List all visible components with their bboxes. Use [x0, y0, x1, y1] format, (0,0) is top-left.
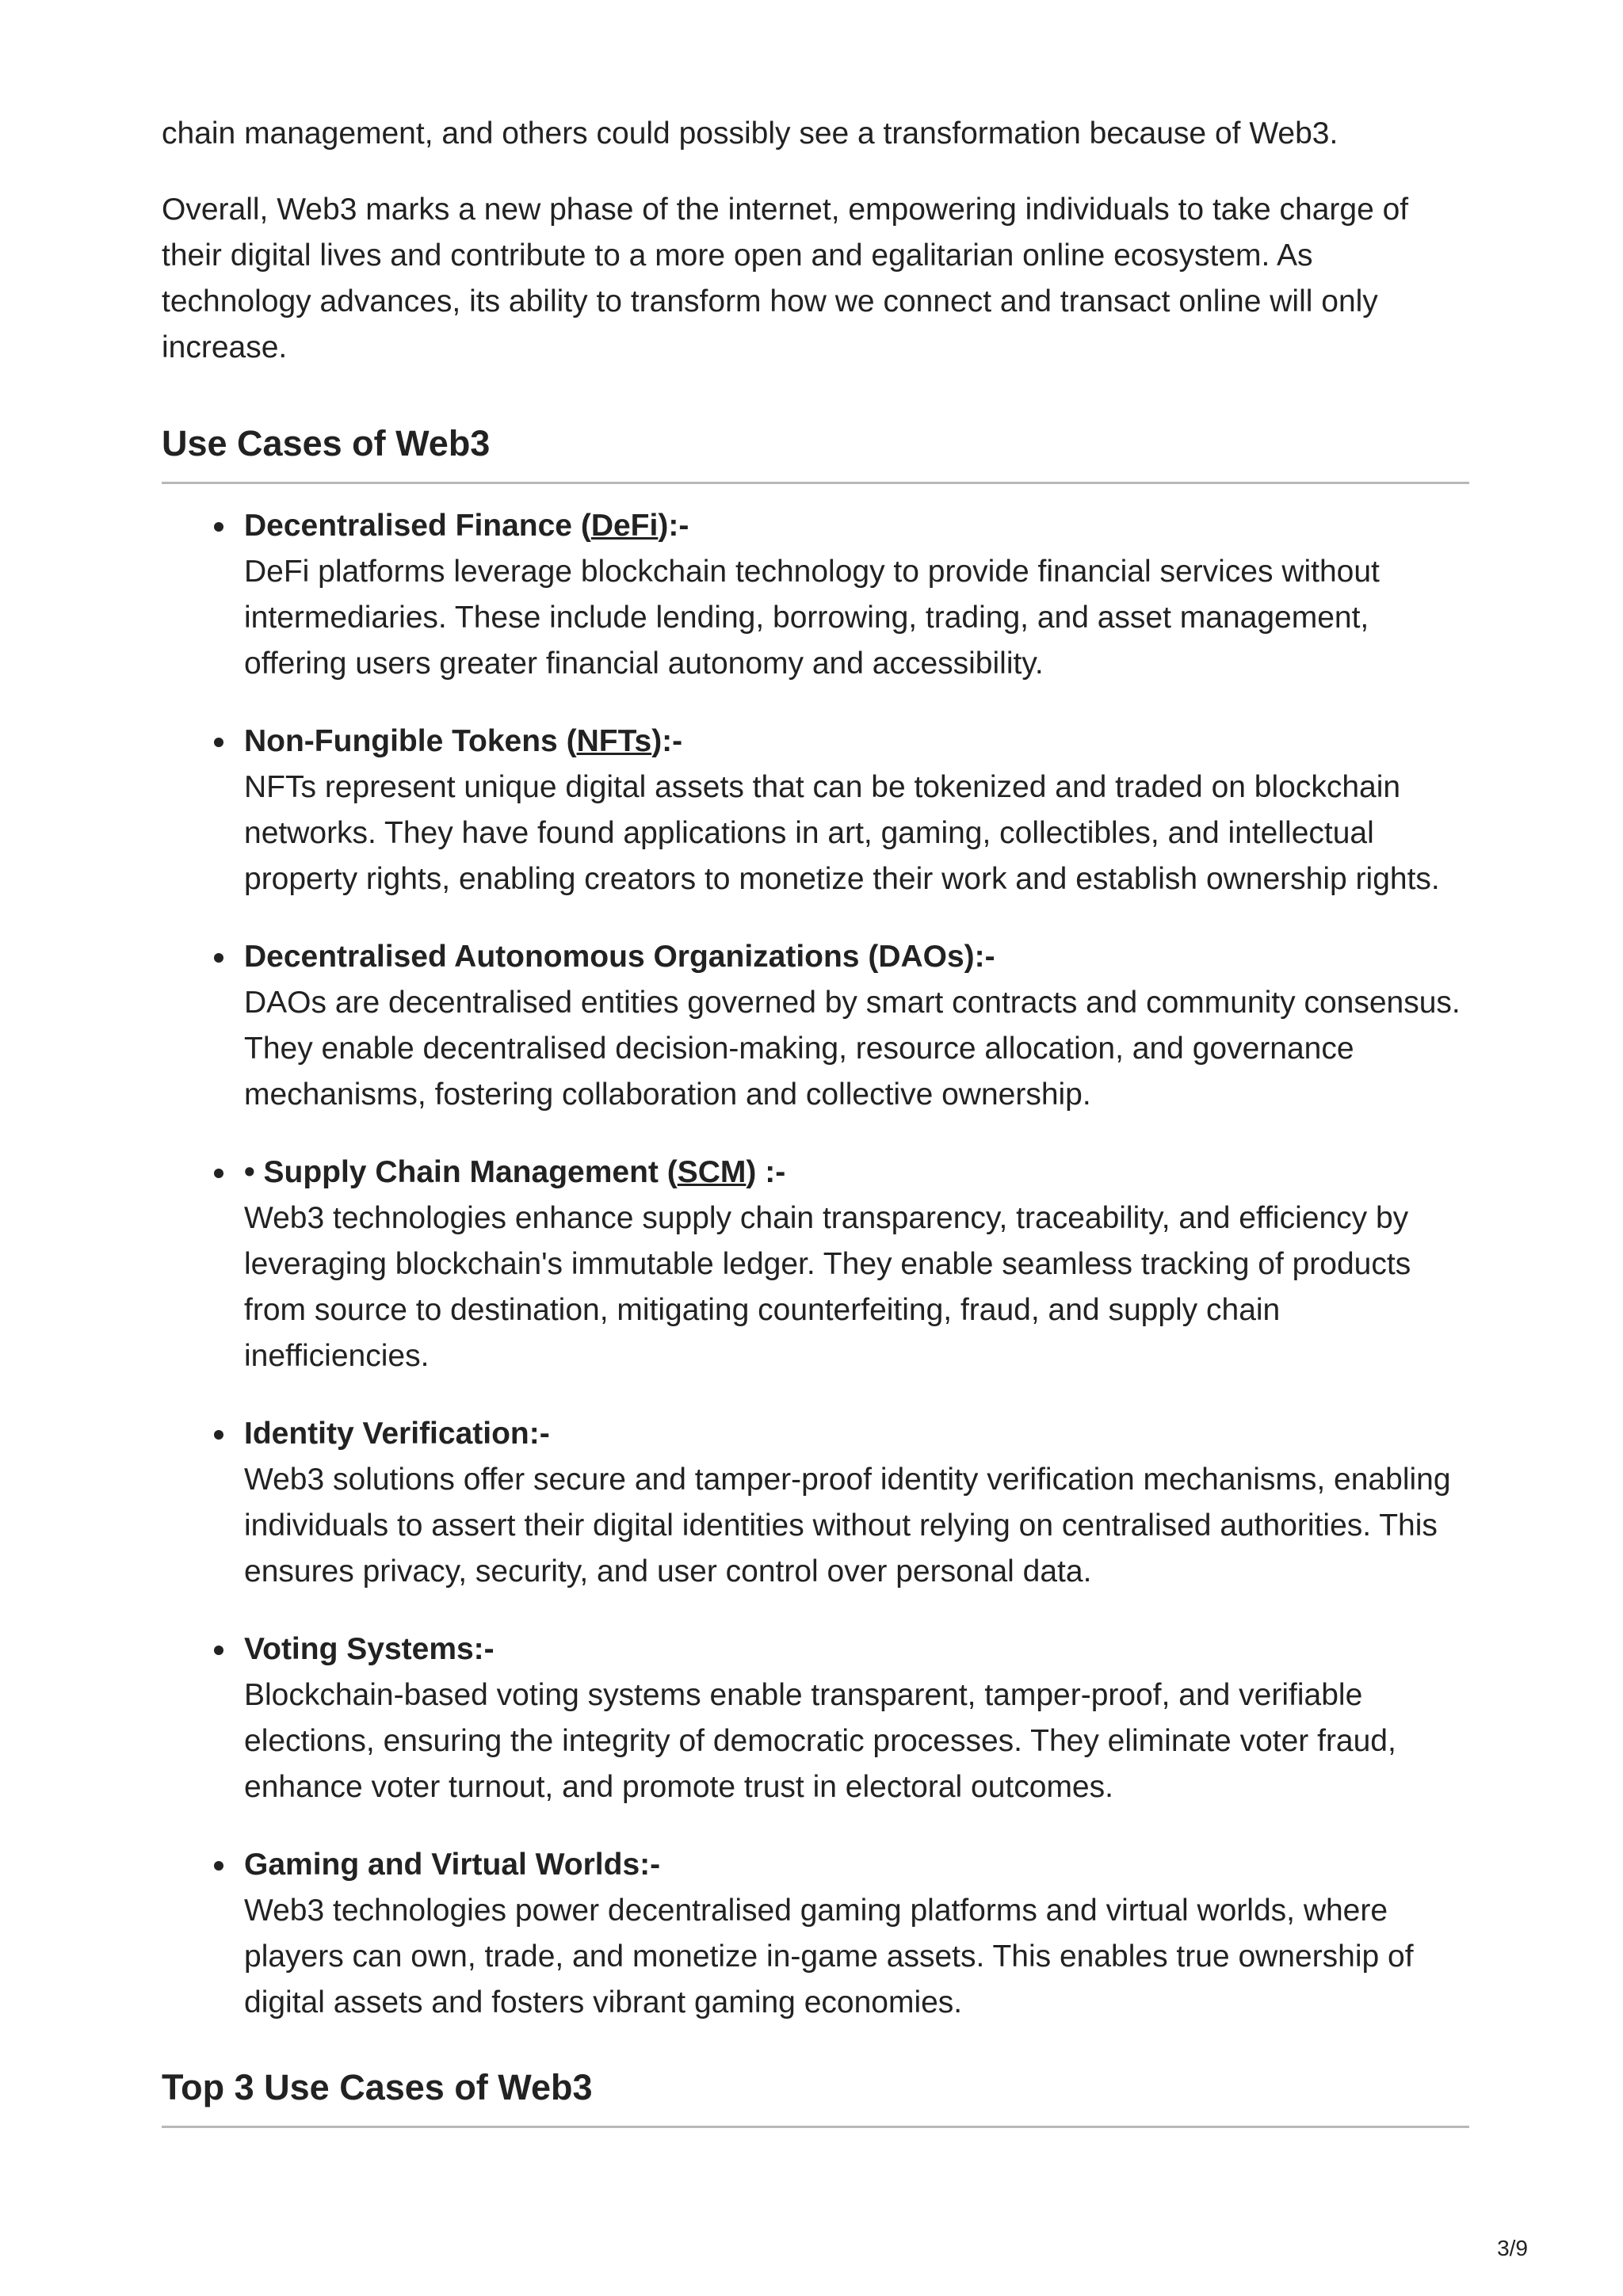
section-heading-top3: Top 3 Use Cases of Web3 — [162, 2064, 1469, 2128]
title-text: • Supply Chain Management ( — [244, 1155, 678, 1189]
case-body-daos: DAOs are decentralised entities governed by smart contracts and community consensus. They enable decentralised decision-making, resource allocation, and governance mechanisms, fostering collaboration and collective ownership. — [244, 986, 1461, 1112]
defi-link[interactable]: DeFi — [590, 509, 659, 543]
nfts-link[interactable]: NFTs — [576, 724, 652, 758]
intro-paragraph: Overall, Web3 marks a new phase of the internet, empowering individuals to take charge of their digital lives and contribute to a more open and egalitarian online ecosystem. As technology advances, its ability to transform how we connect and transact online will only increase. — [162, 193, 1409, 364]
title-text: Decentralised Finance ( — [244, 509, 591, 543]
scm-link[interactable]: SCM — [677, 1155, 747, 1189]
list-item-gaming — [162, 1842, 1469, 2026]
section-heading-use-cases: Use Cases of Web3 — [162, 420, 1469, 484]
case-body-nfts: NFTs represent unique digital assets that can be tokenized and traded on blockchain networks. They have found applications in art, gaming, collectibles, and intellectual property rights, enabling creators to monetize their work and establish ownership rights. — [244, 770, 1440, 896]
list-item-scm — [162, 1150, 1469, 1379]
case-body-identity: Web3 solutions offer secure and tamper-proof identity verification mechanisms, enabling individuals to assert their digital identities without relying on centralised authorities. This ensures privacy, security, and user control over personal data. — [244, 1463, 1451, 1589]
title-text: Non-Fungible Tokens ( — [244, 724, 577, 758]
case-body-gaming: Web3 technologies power decentralised gaming platforms and virtual worlds, where players can own, trade, and monetize in-game assets. This enables true ownership of digital assets and fosters vibrant gaming economies. — [244, 1894, 1414, 2019]
list-item-identity — [162, 1411, 1469, 1595]
case-body-defi: DeFi platforms leverage blockchain technology to provide financial services without intermediaries. These include lending, borrowing, trading, and asset management, offering users greater financial autonomy and accessibility. — [244, 555, 1380, 681]
title-suffix: ) :- — [746, 1155, 786, 1189]
list-item-nfts — [162, 719, 1469, 902]
list-item-voting — [162, 1627, 1469, 1810]
case-title-identity: Identity Verification:- — [244, 1417, 550, 1451]
use-cases-list — [162, 503, 1469, 2026]
list-item-daos — [162, 934, 1469, 1118]
case-title-scm — [244, 1150, 1469, 1196]
case-body-scm: Web3 technologies enhance supply chain transparency, traceability, and efficiency by leveraging blockchain's immutable ledger. They enable seamless tracking of products from source to destination, mitigating counterfeiting, fraud, and supply chain inefficiencies. — [244, 1201, 1411, 1373]
case-title-gaming: Gaming and Virtual Worlds:- — [244, 1848, 661, 1882]
case-title-voting: Voting Systems:- — [244, 1632, 495, 1666]
list-item-defi — [162, 503, 1469, 687]
title-suffix: ):- — [658, 509, 689, 543]
case-title-daos: Decentralised Autonomous Organizations (DAOs):- — [244, 940, 995, 974]
intro-line: chain management, and others could possibly see a transformation because of Web3. — [162, 116, 1338, 151]
article-content — [162, 111, 1469, 2128]
title-suffix: ):- — [651, 724, 683, 758]
case-title-defi — [244, 503, 1469, 549]
case-title-nfts — [244, 719, 1469, 765]
page-number: 3/9 — [1497, 2236, 1528, 2260]
case-body-voting: Blockchain-based voting systems enable transparent, tamper-proof, and verifiable elections, ensuring the integrity of democratic processes. They eliminate voter fraud, enhance voter turnout, and promote trust in electoral outcomes. — [244, 1678, 1396, 1804]
